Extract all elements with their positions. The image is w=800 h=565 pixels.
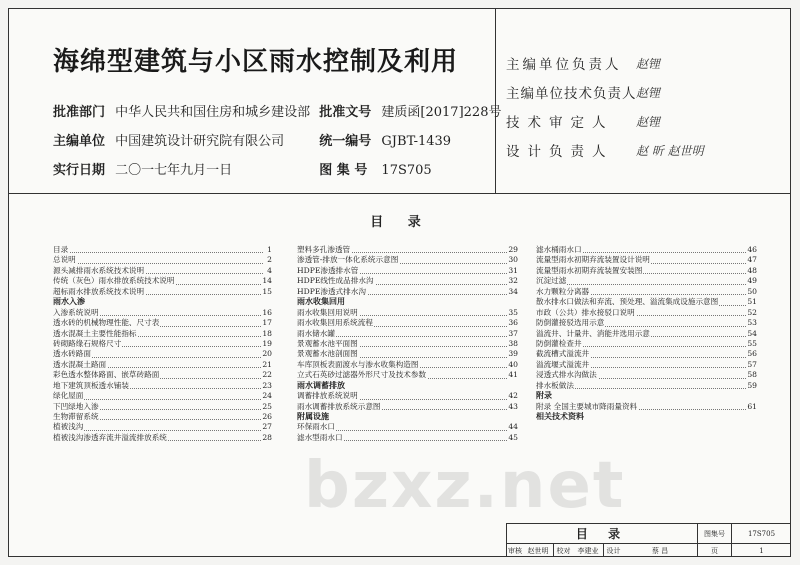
toc-entry-title: 透水砖路面 — [53, 349, 91, 359]
toc-entry-title: 植被浅沟渗透弃流井溢流排放系统 — [53, 432, 167, 442]
toc-entry — [53, 412, 273, 422]
toc-entry — [536, 297, 758, 307]
toc-entry-title: 车库顶板表面渡水与渗水收集构造图 — [297, 359, 419, 369]
toc-entry — [53, 381, 273, 391]
toc-entry-page: 31 — [508, 265, 518, 275]
toc-entry-title: 景观蓄水池剖面图 — [297, 349, 358, 359]
toc-entry-title: HDPE渗透排水管 — [297, 265, 359, 275]
toc-entry-page: 55 — [747, 338, 757, 348]
signature-label: 主编单位技术负责人 — [506, 86, 637, 102]
toc-entry-title: 源头减排雨水系统技术说明 — [53, 265, 145, 275]
toc-entry-title: 雨水调蓄排放系统示意图 — [297, 401, 381, 411]
tb-review-name: 赵世明 — [527, 546, 549, 555]
toc-entry-title: 绿化屋面 — [53, 391, 84, 401]
toc-entry-page: 53 — [747, 318, 757, 328]
toc-entry — [536, 245, 758, 255]
toc-leader-dots — [53, 430, 263, 431]
atlas-no-label: 图 集 号 — [319, 163, 368, 178]
toc-entry-page: 19 — [262, 338, 272, 348]
title-block-atlas-label: 图集号 — [697, 524, 731, 543]
toc-entry — [297, 287, 519, 297]
toc-entry-title: 流量型雨水初期弃流装置设计说明 — [536, 255, 650, 265]
toc-entry — [536, 381, 758, 391]
toc-entry-title: 防倒灌接驳选用示意 — [536, 318, 605, 328]
toc-entry-title: 入渗系统说明 — [53, 307, 99, 317]
toc-entry-title: 透水混凝土路面 — [53, 359, 107, 369]
toc-entry — [297, 422, 519, 432]
toc-entry-title: 散水排水口做法和弃流、预处理、溢流集成设施示意图 — [536, 297, 719, 307]
signature-mark: 赵 昕 赵世明 — [636, 144, 704, 158]
toc-entry-title: 立式石英砂过滤器外形尺寸及技术参数 — [297, 370, 427, 380]
toc-entry — [536, 339, 758, 349]
toc-section-heading — [297, 412, 519, 422]
tb-design-name: 蔡 昌 — [651, 546, 669, 555]
toc-entry-page: 21 — [262, 359, 272, 369]
toc-entry-title: 透水混凝土主要性能指标 — [53, 328, 137, 338]
toc-entry-page: 2 — [267, 255, 272, 265]
toc-entry-page: 32 — [508, 276, 518, 286]
toc-entry — [53, 255, 273, 265]
toc-entry-title: 水力颗粒分离器 — [536, 286, 590, 296]
tb-page-no: 1 — [731, 544, 791, 557]
title-block-atlas-no: 17S705 — [731, 524, 791, 543]
toc-entry-page: 58 — [747, 370, 757, 380]
toc-entry — [536, 266, 758, 276]
toc-entry-title: 溢流井、计量井、消能井选用示意 — [536, 328, 650, 338]
toc-entry-title: 附录 全国主要城市降雨量资料 — [536, 401, 638, 411]
toc-entry-page: 49 — [747, 276, 757, 286]
toc-entry-title: 透水砖的机械物理性能、尺寸表 — [53, 318, 160, 328]
toc-entry-page: 44 — [508, 422, 518, 432]
toc-entry-title: 沉淀过滤 — [536, 276, 567, 286]
toc-entry-title: HDPE渗透式排水沟 — [297, 286, 366, 296]
toc-entry — [297, 255, 519, 265]
toc-entry-page: 36 — [508, 318, 518, 328]
toc-entry-page: 45 — [508, 432, 518, 442]
toc-entry — [297, 360, 519, 370]
signature-row — [506, 140, 614, 160]
toc-entry-page: 54 — [747, 328, 757, 338]
toc-entry-page: 39 — [508, 349, 518, 359]
toc-entry — [53, 433, 273, 443]
toc-entry-page: 34 — [508, 286, 518, 296]
signature-mark: 赵锂 — [636, 86, 661, 100]
toc-entry-title: 雨水入渗 — [53, 297, 85, 307]
toc-entry-page: 48 — [747, 265, 757, 275]
toc-entry — [297, 402, 519, 412]
toc-entry — [53, 349, 273, 359]
toc-entry — [53, 402, 273, 412]
toc-entry — [297, 391, 519, 401]
unified-no-label: 统一编号 — [319, 134, 372, 149]
tb-check-name: 李建业 — [577, 546, 599, 555]
toc-entry — [53, 276, 273, 286]
approval-dept: 中华人民共和国住房和城乡建设部 — [115, 105, 311, 120]
tb-design-label: 设计 — [603, 544, 623, 557]
toc-entry-page: 35 — [508, 307, 518, 317]
toc-entry-page: 17 — [262, 318, 272, 328]
toc-entry-page: 22 — [262, 370, 272, 380]
toc-column-3 — [536, 245, 758, 422]
toc-entry-title: 植被浅沟 — [53, 422, 84, 432]
toc-entry-title: 相关技术资料 — [536, 412, 584, 421]
toc-entry — [297, 433, 519, 443]
toc-entry-page: 51 — [747, 297, 757, 307]
atlas-no: 17S705 — [381, 163, 432, 178]
title-block — [506, 523, 790, 556]
toc-entry — [536, 349, 758, 359]
tb-check-label: 校对 — [553, 544, 573, 557]
toc-entry — [53, 287, 273, 297]
editor-row — [53, 130, 451, 149]
toc-entry-page: 29 — [508, 245, 518, 254]
toc-entry-page: 30 — [508, 255, 518, 265]
toc-entry — [536, 402, 758, 412]
unified-no: GJBT-1439 — [381, 134, 452, 149]
toc-entry-page: 41 — [508, 370, 518, 380]
toc-entry — [53, 329, 273, 339]
toc-section-heading — [297, 381, 519, 391]
toc-entry-page: 43 — [508, 401, 518, 411]
toc-entry-page: 16 — [262, 307, 272, 317]
toc-entry-page: 27 — [262, 422, 272, 432]
toc-entry-title: 浸透式排水沟做法 — [536, 370, 597, 380]
toc-section-heading — [536, 412, 758, 422]
toc-entry — [53, 360, 273, 370]
toc-entry — [536, 255, 758, 265]
toc-entry-title: 截流槽式溢流井 — [536, 349, 590, 359]
toc-entry-title: 滤水型雨水口 — [297, 432, 343, 442]
toc-entry — [297, 276, 519, 286]
toc-entry-title: 雨水收集回用说明 — [297, 307, 358, 317]
toc-entry-title: 附属设施 — [297, 412, 329, 421]
atlas-title: 海绵型建筑与小区雨水控制及利用 — [53, 47, 459, 77]
signature-mark: 赵锂 — [636, 115, 661, 129]
toc-entry — [53, 391, 273, 401]
toc-entry — [53, 422, 273, 432]
toc-entry — [536, 329, 758, 339]
toc-entry-page: 20 — [262, 349, 272, 359]
effective-row — [53, 159, 432, 178]
toc-entry-title: HDPE线性成品排水沟 — [297, 276, 374, 286]
toc-entry — [297, 370, 519, 380]
toc-entry-page: 61 — [747, 401, 757, 411]
toc-entry-title: 渗透管-排放一体化系统示意图 — [297, 255, 399, 265]
toc-entry-title: 雨水收集回用 — [297, 297, 345, 307]
toc-entry-title: 生物滞留系统 — [53, 412, 99, 421]
header-info-block — [9, 9, 502, 194]
toc-entry-title: 地下建筑顶板透水铺装 — [53, 380, 129, 390]
toc-entry-title: 超标雨水排放系统技术说明 — [53, 286, 145, 296]
toc-entry — [536, 276, 758, 286]
toc-entry — [53, 370, 273, 380]
toc-leader-dots — [53, 399, 263, 400]
toc-entry-page: 25 — [262, 401, 272, 411]
toc-entry-title: 调蓄排放系统说明 — [297, 391, 358, 401]
toc-entry-title: 景观蓄水池平面图 — [297, 338, 358, 348]
toc-entry — [53, 318, 273, 328]
toc-entry — [297, 266, 519, 276]
toc-entry-page: 59 — [747, 380, 757, 390]
toc-entry-title: 雨水储水罐 — [297, 328, 335, 338]
toc-entry — [536, 287, 758, 297]
approval-doc: 建质函[2017]228号 — [381, 105, 502, 120]
toc-heading: 目 录 — [370, 215, 431, 230]
tb-review-label: 审核 — [508, 546, 522, 555]
signature-label: 设计负责人 — [506, 144, 614, 160]
approval-row — [53, 101, 501, 120]
toc-entry — [536, 370, 758, 380]
toc-entry-title: 市政（公共）排水接驳口说明 — [536, 307, 635, 317]
tb-page-label: 页 — [697, 544, 731, 557]
toc-section-heading — [536, 391, 758, 401]
toc-entry — [297, 318, 519, 328]
toc-entry-page: 14 — [262, 276, 272, 286]
toc-entry-title: 传统（灰色）雨水排放系统技术说明 — [53, 276, 175, 286]
toc-entry-title: 防倒灌检查井 — [536, 338, 582, 348]
toc-entry-title: 排水板做法 — [536, 380, 574, 390]
toc-entry-title: 附录 — [536, 391, 552, 401]
toc-entry-page: 56 — [747, 349, 757, 359]
toc-entry — [536, 308, 758, 318]
signature-row — [506, 82, 637, 102]
signature-row — [506, 111, 614, 131]
toc-entry — [53, 245, 273, 255]
drawing-sheet — [8, 8, 791, 557]
toc-entry-page: 42 — [508, 391, 518, 401]
toc-entry — [297, 339, 519, 349]
toc-entry-title: 雨水收集回用系统流程 — [297, 318, 373, 328]
toc-entry-title: 滤水桶雨水口 — [536, 245, 582, 254]
toc-column-1 — [53, 245, 273, 443]
toc-entry-page: 50 — [747, 286, 757, 296]
toc-leader-dots — [53, 263, 263, 264]
toc-entry-title: 流量型雨水初期弃流装置安装图 — [536, 265, 643, 275]
toc-entry-title: 总说明 — [53, 255, 76, 265]
watermark: bzxz.net — [304, 449, 626, 523]
signature-label: 技术审定人 — [506, 115, 614, 131]
toc-entry — [297, 245, 519, 255]
toc-entry-page: 1 — [267, 245, 272, 254]
toc-entry — [53, 308, 273, 318]
toc-entry-page: 26 — [262, 412, 272, 421]
approval-dept-label: 批准部门 — [53, 105, 106, 120]
toc-entry — [536, 360, 758, 370]
toc-entry — [297, 308, 519, 318]
toc-entry — [297, 349, 519, 359]
effective-label: 实行日期 — [53, 163, 106, 178]
toc-entry — [53, 339, 273, 349]
toc-entry-title: 塑料多孔渗透管 — [297, 245, 351, 254]
toc-entry-page: 24 — [262, 391, 272, 401]
toc-entry — [53, 266, 273, 276]
signature-row — [506, 53, 622, 73]
toc-entry-page: 23 — [262, 380, 272, 390]
signature-mark: 赵锂 — [636, 57, 661, 71]
toc-section-heading — [53, 297, 273, 307]
toc-entry-page: 28 — [262, 432, 272, 442]
toc-entry-page: 4 — [267, 265, 272, 275]
editor-label: 主编单位 — [53, 134, 106, 149]
toc-entry-page: 37 — [508, 328, 518, 338]
toc-entry-title: 彩色透水整体路面、嵌草砖路面 — [53, 370, 160, 380]
toc-entry-page: 57 — [747, 359, 757, 369]
toc-entry-title: 溢流堰式溢流井 — [536, 359, 590, 369]
approval-doc-label: 批准文号 — [319, 105, 372, 120]
toc-entry-page: 15 — [262, 286, 272, 296]
toc-entry-page: 18 — [262, 328, 272, 338]
toc-entry-title: 砖砌路缘石规格尺寸 — [53, 338, 122, 348]
effective-date: 二〇一七年九月一日 — [115, 163, 233, 178]
toc-leader-dots — [53, 252, 263, 253]
toc-column-2 — [297, 245, 519, 443]
toc-entry-title: 环保雨水口 — [297, 422, 335, 432]
toc-entry-page: 52 — [747, 307, 757, 317]
toc-entry-page: 40 — [508, 359, 518, 369]
toc-entry-page: 47 — [747, 255, 757, 265]
toc-entry-title: 下凹绿地入渗 — [53, 401, 99, 411]
signature-label: 主编单位负责人 — [506, 57, 622, 73]
toc-leader-dots — [536, 284, 748, 285]
signature-block — [496, 9, 790, 194]
toc-entry-title: 雨水调蓄排放 — [297, 380, 345, 390]
toc-entry-page: 46 — [747, 245, 757, 254]
toc-entry — [297, 329, 519, 339]
toc-entry — [536, 318, 758, 328]
editor: 中国建筑设计研究院有限公司 — [115, 134, 285, 149]
title-block-name: 目 录 — [575, 527, 629, 541]
toc-entry-page: 38 — [508, 338, 518, 348]
toc-section-heading — [297, 297, 519, 307]
toc-entry-title: 目录 — [53, 245, 69, 254]
